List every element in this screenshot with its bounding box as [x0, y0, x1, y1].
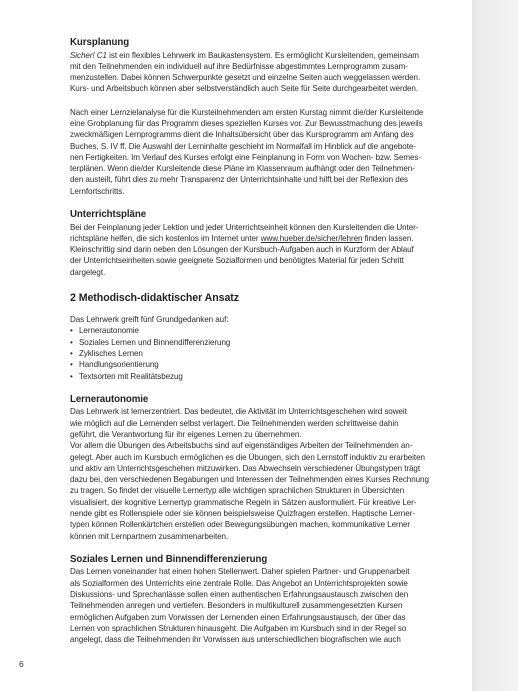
- text-line: typen können Rollenkärtchen erstellen oder Bewegungsübungen machen, kommunikative Lerner: [70, 520, 411, 530]
- list-item: [70, 359, 462, 370]
- text-line: den austeilt, führt dies zu mehr Transparenz der Unterrichtsinhalte und hilft bei der Reflexion des: [70, 175, 409, 185]
- text-line: Lernen von sprachlichen Strukturen hinausgeht. Die Aufgaben im Kursbuch sind in der Regel so: [70, 623, 407, 633]
- text-line: wie möglich auf die Lernenden selbst verlagert. Die Teilnehmenden werden schrittweise dahin: [70, 418, 399, 428]
- text-line: terplänen. Wenn die/der Kursleitende diese Pläne im Klassenraum aufhängt oder den Teilnehmen-: [70, 164, 415, 174]
- text-line: eine Grobplanung für das Programm dieses speziellen Kurses vor. Zur Bewusstmachung des jeweils: [70, 118, 423, 128]
- text-line: und aktiv am Unterrichtsgeschehen mitzuwirken. Das Abwechseln verschiedener Übungstypen trägt: [70, 463, 421, 473]
- list-item: [70, 371, 462, 382]
- paragraph-lernerautonomie: [70, 406, 462, 542]
- text-line: der Unterrichtseinheiten sowie geeignete Sozialformen und benötigtes Material für jeden Schritt: [70, 256, 404, 266]
- section-intro: Das Lehrwerk greift fünf Grundgedanken auf:: [70, 315, 229, 325]
- list-item-label: Textsorten mit Realitätsbezug: [79, 371, 183, 381]
- list-item: [70, 325, 462, 336]
- text-line: Lernfortschritts.: [70, 186, 125, 196]
- text-line: Bei der Feinplanung jeder Lektion und jeder Unterrichtseinheit können den Kursleitenden die Unter-: [70, 222, 419, 232]
- text-line: Kurs- und Arbeitsbuch können aber selbstverständlich auch Seite für Seite durchgearbeitet werden.: [70, 84, 419, 94]
- heading-lernerautonomie: Lernerautonomie: [70, 393, 149, 405]
- list-item-label: Zyklisches Lernen: [79, 348, 143, 358]
- list-item-label: Lernerautonomie: [79, 326, 139, 336]
- text-line: visualisiert, der kognitive Lernertyp grammatische Regeln in Sätzen ausformuliert. Für kreative Ler-: [70, 497, 417, 507]
- text-line: Das Lehrwerk ist lernerzentriert. Das bedeutet, die Aktivität im Unterrichtsgeschehen wird soweit: [70, 407, 407, 417]
- section-heading-methodisch-didaktisch: 2 Methodisch-didaktischer Ansatz: [70, 292, 239, 305]
- text-line: menzustellen. Dabei können Schwerpunkte gesetzt und einzelne Seiten auch weggelassen werden.: [70, 73, 421, 83]
- bullet-icon: •: [70, 371, 73, 381]
- text-line: dazu bei, den verschiedenen Begabungen und Interessen der Teilnehmenden eines Kurses Rechnung: [70, 475, 429, 485]
- list-item-label: Handlungsorientierung: [79, 360, 159, 370]
- bullet-icon: •: [70, 337, 73, 347]
- heading-soziales-lernen: Soziales Lernen und Binnendifferenzierung: [70, 553, 268, 565]
- paragraph-soziales-lernen: [70, 566, 462, 645]
- text-line: gelegt. Aber auch im Kursbuch ermöglichen es die Übungen, sich den Lernstoff induktiv zu erarbeiten: [70, 452, 425, 462]
- text-line: [70, 233, 462, 244]
- text-line: angelegt, dass die Teilnehmenden ihr Vorwissen aus unterschiedlichen biografischen wie auch: [70, 635, 401, 645]
- list-item: [70, 337, 462, 348]
- hueber-link[interactable]: www.hueber.de/sicher/lehren: [260, 233, 363, 243]
- spacer: [70, 197, 462, 209]
- text-line: geführt, die Verantwortung für ihr eigenes Lernen zu übernehmen.: [70, 429, 302, 439]
- spacer: [70, 542, 462, 554]
- page-number: 6: [19, 659, 24, 669]
- text-line: Buches, S. IV ff. Die Auswahl der Lerninhalte geschieht im Normalfall im Hinblick auf die angebote-: [70, 141, 416, 151]
- text-span: richtspläne helfen, die sich kostenlos im Internet unter: [70, 233, 261, 243]
- list-item: [70, 348, 462, 359]
- book-title: Sicher! C1: [70, 50, 107, 60]
- text-line: ermöglichen Aufgaben zum Vorwissen der Lernenden einen Erfahrungsaustausch, der über das: [70, 612, 406, 622]
- spacer: [70, 305, 462, 314]
- text-line: zweckmäßigen Lernprogramms dient die Inhaltsübersicht über das Kursprogramm am Anfang des: [70, 130, 414, 140]
- text-line: mit den Teilnehmenden ein individuell auf ihre Bedürfnisse abgestimmtes Lernprogramm zusam-: [70, 61, 408, 71]
- text-line: Diskussions- und Sprechanlässe sollen einen authentischen Erfahrungsaustausch zwischen den: [70, 589, 409, 599]
- text-line: Kleinschrittig sind darin neben den Lösungen der Kursbuch-Aufgaben auch in Kurzform der Ablauf: [70, 245, 414, 255]
- spacer: [70, 278, 462, 292]
- text-line: Teilnehmenden anregen und vertiefen. Besonders in multikulturell zusammengesetzten Kursen: [70, 601, 403, 611]
- heading-kursplanung: Kursplanung: [70, 37, 130, 48]
- list-item-label: Soziales Lernen und Binnendifferenzierung: [79, 337, 231, 347]
- text-line: nen Fertigkeiten. Im Verlauf des Kurses erfolgt eine Feinplanung in Form von Wochen- bzw. Semes-: [70, 152, 422, 162]
- text-line: [70, 50, 462, 61]
- spacer: [70, 382, 462, 394]
- text-span: finden lassen.: [362, 233, 414, 243]
- page-content: [70, 37, 462, 645]
- text-span: ist ein flexibles Lehrwerk im Baukastensystem. Es ermöglicht Kursleitenden, gemeinsam: [106, 50, 419, 60]
- text-line: Nach einer Lernzielanalyse für die Kursteilnehmenden am ersten Kurstag nimmt die/der Kursleitende: [70, 107, 424, 117]
- paragraph-kursplanung-2: [70, 107, 462, 197]
- text-line: zu tragen. So findet der visuelle Lernertyp alle wichtigen sprachlichen Strukturen in Übersichten: [70, 486, 405, 496]
- text-line: dargelegt.: [70, 267, 106, 277]
- text-line: Das Lernen voneinander hat einen hohen Stellenwert. Daher spielen Partner- und Gruppenarbeit: [70, 567, 410, 577]
- paragraph-unterrichtsplaene: [70, 222, 462, 278]
- text-line: als Sozialformen des Unterrichts eine zentrale Rolle. Das Angebot an Unterrichtsprojekten sowie: [70, 578, 408, 588]
- text-line: nende gibt es Rollenspiele oder sie können beispielsweise Quizfragen erstellen. Haptische Lerner-: [70, 509, 415, 518]
- bullet-icon: •: [70, 360, 73, 370]
- text-line: können mit Lernpartnern zusammenarbeiten.: [70, 531, 229, 541]
- bullet-icon: •: [70, 348, 73, 358]
- text-line: Vor allem die Übungen des Arbeitsbuchs sind auf eigenständiges Arbeiten der Teilnehmenden an-: [70, 441, 413, 451]
- spacer: [70, 95, 462, 107]
- page-edge-shadow: [472, 0, 518, 691]
- principles-list: [70, 325, 462, 381]
- heading-unterrichtsplaene: Unterrichtspläne: [70, 209, 147, 221]
- bullet-icon: •: [70, 326, 73, 336]
- paragraph-kursplanung-1: [70, 50, 462, 95]
